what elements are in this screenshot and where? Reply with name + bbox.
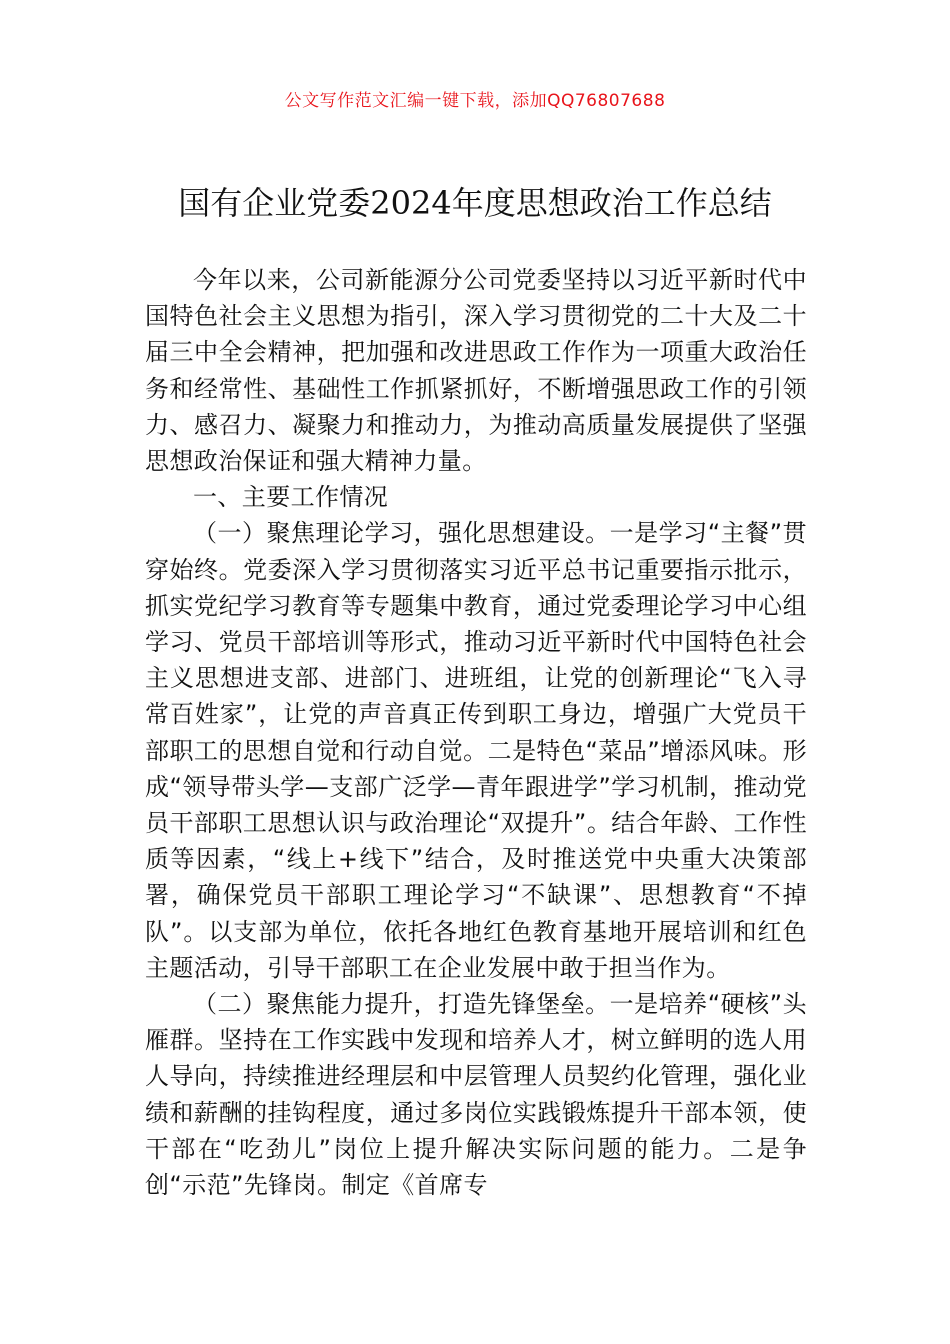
document-title: 国有企业党委2024年度思想政治工作总结 — [178, 184, 772, 222]
download-notice: 公文写作范文汇编一键下载，添加QQ76807688 — [284, 91, 666, 111]
paragraph-capability-building: （二）聚焦能力提升，打造先锋堡垒。一是培养“硬核”头雁群。坚持在工作实践中发现和培养人才，树立鲜明的选人用人导向，持续推进经理层和中层管理人员契约化管理，强化业绩和薪酬的挂钩程度，通过多岗位实践锻炼提升干部本领，使干部在“吃劲儿”岗位上提升解决实际问题的能力。二是争创“示范”先锋岗。制定《首席专 — [145, 990, 807, 1200]
document-body — [145, 262, 807, 1203]
section-heading-main-work: 一、主要工作情况 — [193, 483, 389, 512]
paragraph-theory-study: （一）聚焦理论学习，强化思想建设。一是学习“主餐”贯穿始终。党委深入学习贯彻落实习近平总书记重要指示批示，抓实党纪学习教育等专题集中教育，通过党委理论学习中心组学习、党员干部培训等形式，推动习近平新时代中国特色社会主义思想进支部、进部门、进班组，让党的创新理论“飞入寻常百姓家”，让党的声音真正传到职工身边，增强广大党员干部职工的思想自觉和行动自觉。二是特色“菜品”增添风味。形成“领导带头学—支部广泛学—青年跟进学”学习机制，推动党员干部职工思想认识与政治理论“双提升”。结合年龄、工作性质等因素，“线上+线下”结合，及时推送党中央重大决策部署，确保党员干部职工理论学习“不缺课”、思想教育“不掉队”。以支部为单位，依托各地红色教育基地开展培训和红色主题活动，引导干部职工在企业发展中敢于担当作为。 — [145, 519, 807, 982]
intro-paragraph: 今年以来，公司新能源分公司党委坚持以习近平新时代中国特色社会主义思想为指引，深入学习贯彻党的二十大及二十届三中全会精神，把加强和改进思政工作作为一项重大政治任务和经常性、基础性工作抓紧抓好，不断增强思政工作的引领力、感召力、凝聚力和推动力，为推动高质量发展提供了坚强思想政治保证和强大精神力量。 — [145, 266, 807, 476]
